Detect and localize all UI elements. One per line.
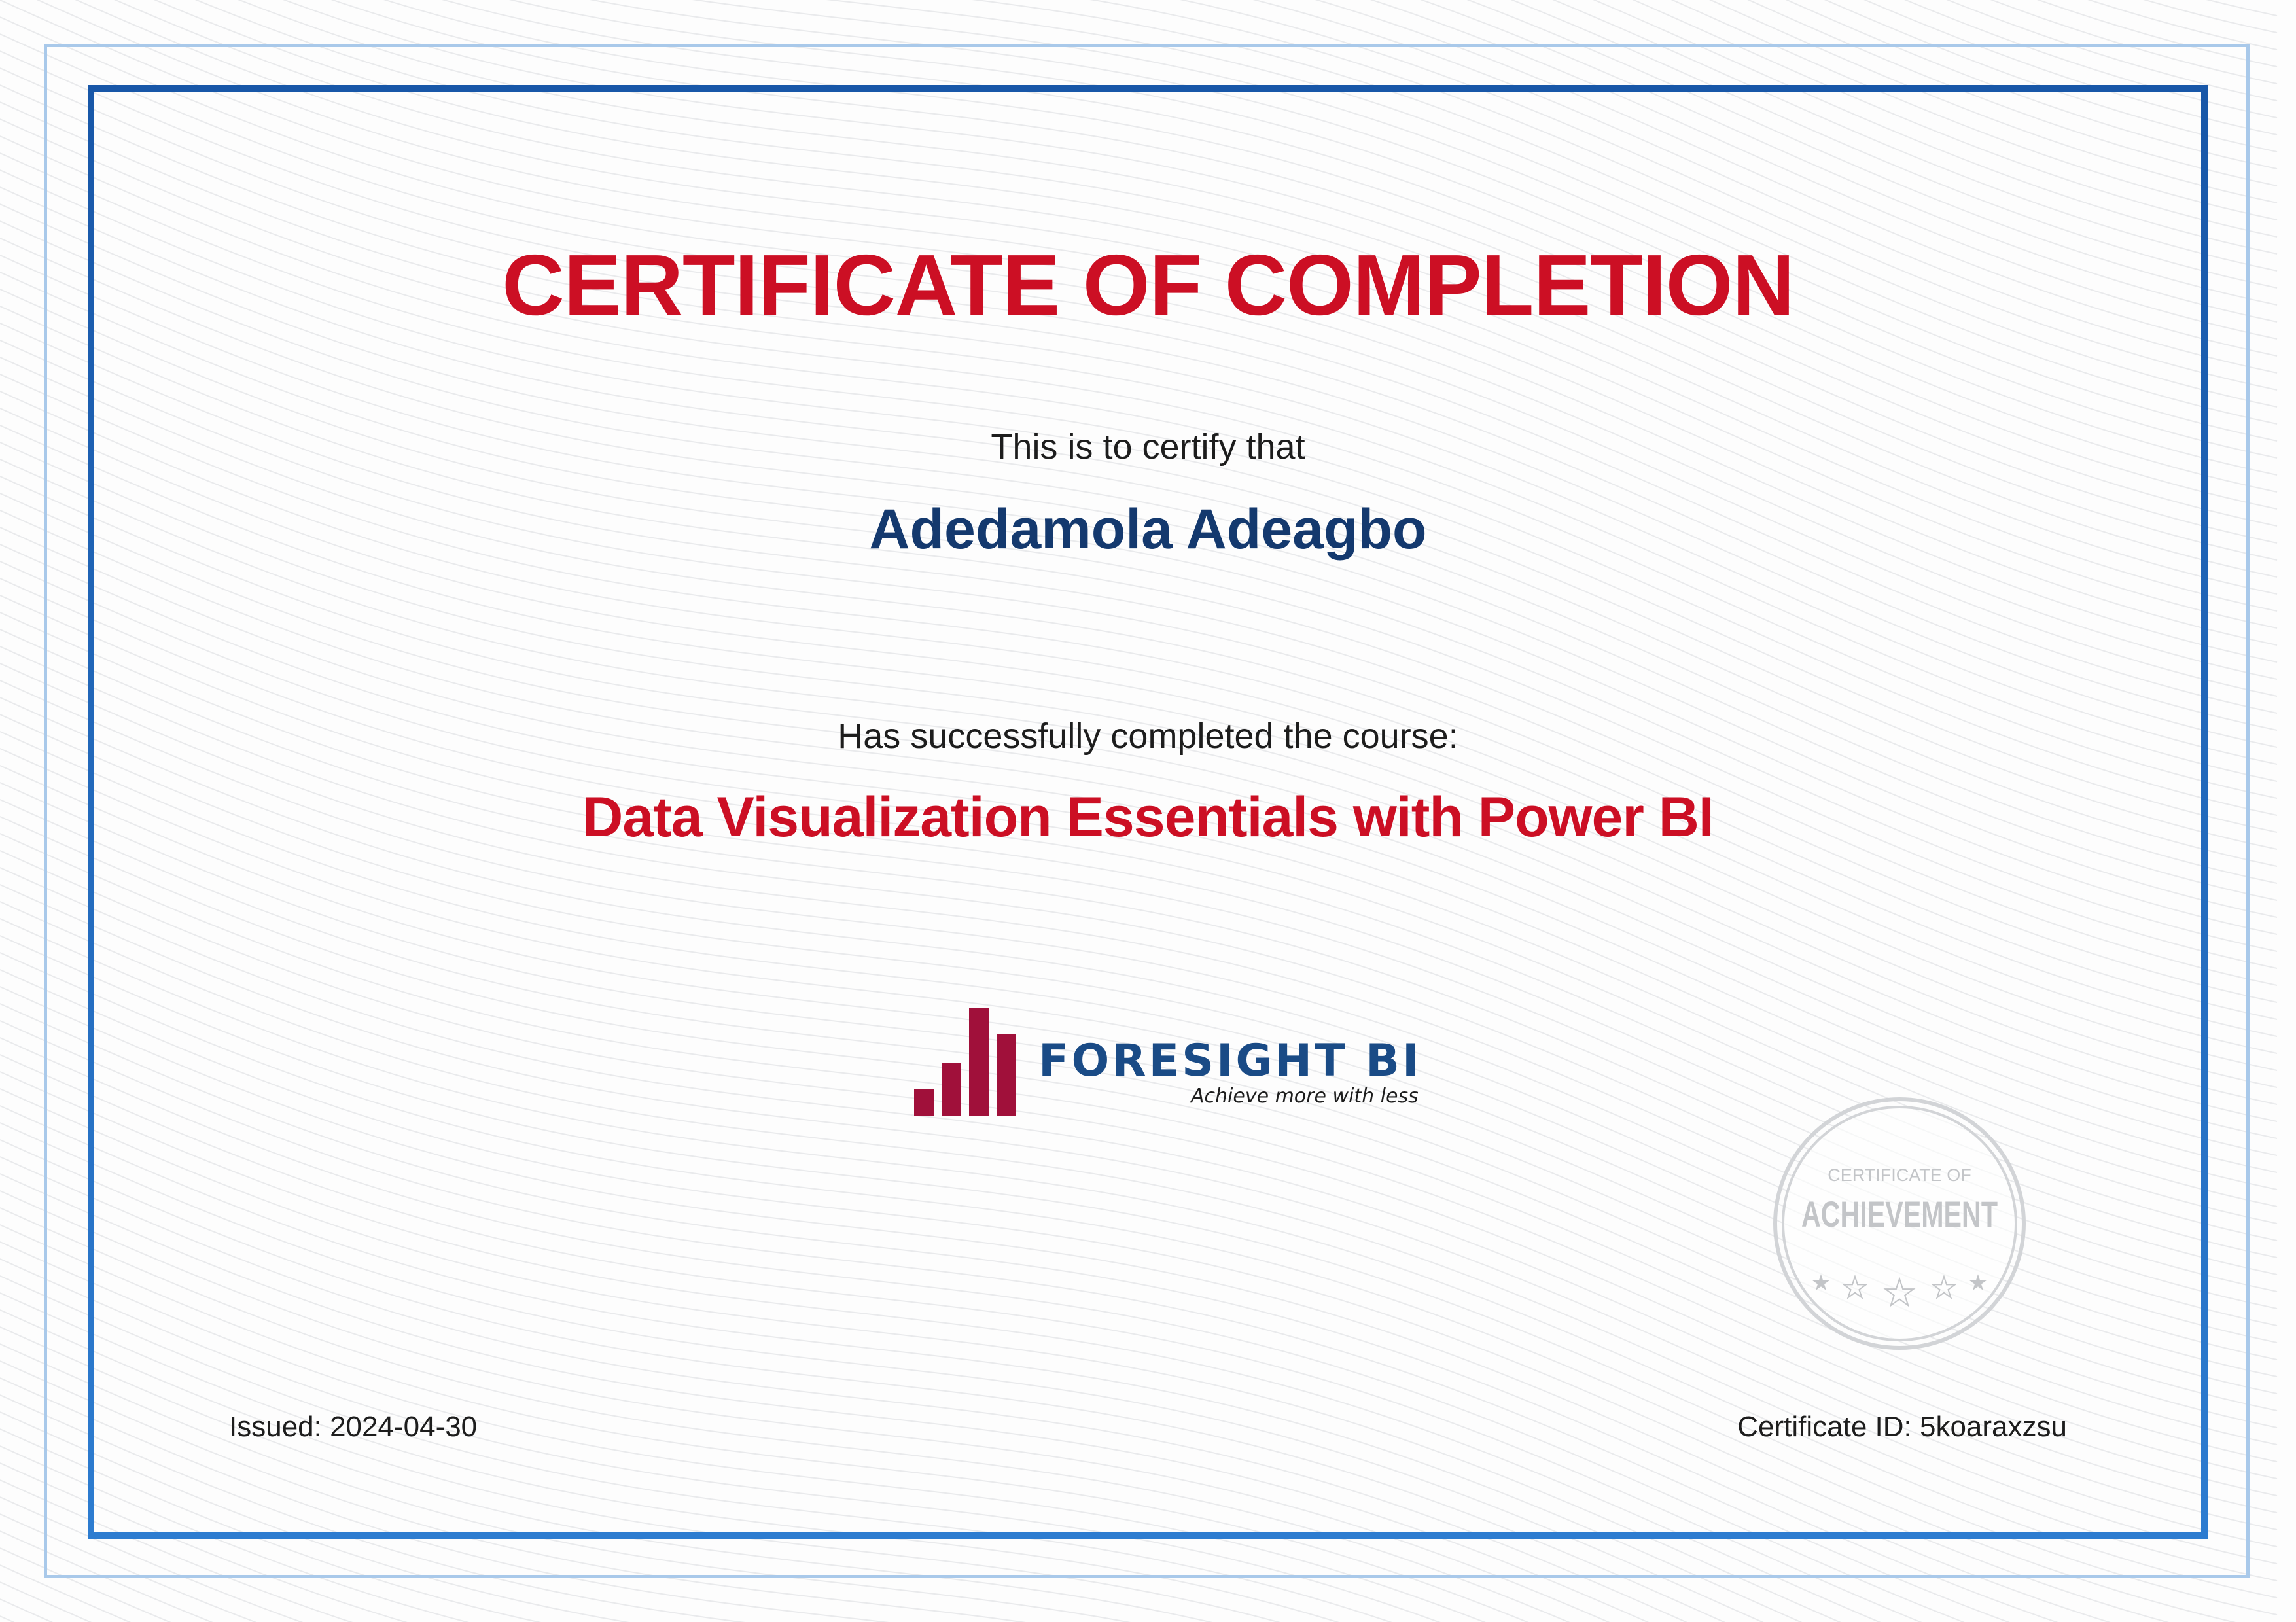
- course-name: Data Visualization Essentials with Power BI: [582, 786, 1714, 849]
- certificate-id: Certificate ID: 5koaraxzsu: [1737, 1411, 2067, 1443]
- bar-chart-logo-icon: [913, 1008, 1024, 1116]
- svg-text:★: ★: [1810, 1270, 1831, 1296]
- svg-text:★: ★: [1931, 1271, 1957, 1305]
- completed-text: Has successfully completed the course:: [838, 716, 1458, 756]
- foresight-bi-logo: [913, 1008, 1422, 1119]
- logo-name: FORESIGHT BI: [1038, 1035, 1422, 1087]
- svg-text:★: ★: [1882, 1272, 1916, 1314]
- logo-tagline: Achieve more with less: [1191, 1085, 1419, 1108]
- svg-text:★: ★: [1968, 1270, 1988, 1296]
- issued-date: Issued: 2024-04-30: [229, 1411, 478, 1443]
- achievement-seal: [1772, 1096, 2027, 1351]
- seal-line-1: CERTIFICATE OF: [1828, 1165, 1971, 1185]
- svg-text:★: ★: [1842, 1271, 1868, 1305]
- certify-text: This is to certify that: [991, 427, 1305, 467]
- recipient-name: Adedamola Adeagbo: [869, 498, 1427, 561]
- certificate-title: CERTIFICATE OF COMPLETION: [502, 237, 1794, 333]
- seal-line-2: ACHIEVEMENT: [1801, 1193, 1998, 1235]
